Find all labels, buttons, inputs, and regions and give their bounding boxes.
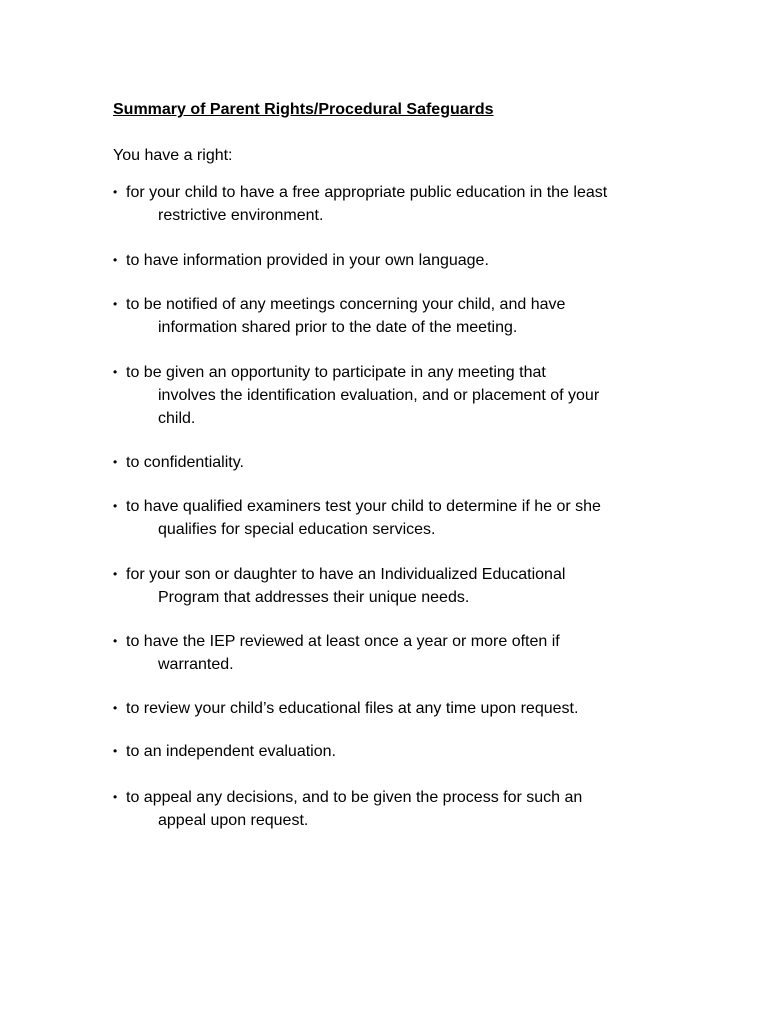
list-item-text: to have qualified examiners test your child to determine if he or she (126, 498, 601, 515)
rights-list-item (113, 181, 607, 227)
bullet-icon: • (113, 185, 118, 199)
list-item-text: restrictive environment. (158, 207, 324, 224)
bullet-icon: • (113, 790, 118, 804)
list-item-text: qualifies for special education services. (158, 521, 436, 538)
bullet-icon: • (113, 253, 118, 267)
list-item-text: information shared prior to the date of the meeting. (158, 319, 518, 336)
list-item-text: to have the IEP reviewed at least once a year or more often if (126, 633, 560, 650)
intro-text: You have a right: (113, 147, 233, 164)
list-item-text: for your son or daughter to have an Individualized Educational (126, 566, 566, 583)
list-item-text: to confidentiality. (126, 454, 244, 471)
list-item-text: to be given an opportunity to participate in any meeting that (126, 364, 546, 381)
bullet-icon: • (113, 701, 118, 715)
document-title: Summary of Parent Rights/Procedural Safeguards (113, 101, 494, 118)
rights-list-item (113, 740, 336, 763)
list-item-text: child. (158, 410, 196, 427)
rights-list-item (113, 293, 565, 339)
rights-list-item (113, 563, 565, 609)
list-item-text: for your child to have a free appropriate public education in the least (126, 184, 608, 201)
bullet-icon: • (113, 297, 118, 311)
rights-list-item (113, 495, 601, 541)
list-item-text: warranted. (158, 656, 234, 673)
list-item-text: to appeal any decisions, and to be given the process for such an (126, 789, 583, 806)
bullet-icon: • (113, 634, 118, 648)
rights-list-item (113, 249, 489, 272)
rights-list-item (113, 786, 582, 832)
list-item-text: to have information provided in your own language. (126, 252, 489, 269)
rights-list-item (113, 361, 599, 430)
list-item-text: appeal upon request. (158, 812, 309, 829)
list-item-text: to be notified of any meetings concerning your child, and have (126, 296, 566, 313)
list-item-text: to an independent evaluation. (126, 743, 336, 760)
bullet-icon: • (113, 499, 118, 513)
bullet-icon: • (113, 744, 118, 758)
bullet-icon: • (113, 365, 118, 379)
list-item-text: to review your child’s educational files at any time upon request. (126, 700, 579, 717)
rights-list-item (113, 630, 560, 676)
rights-list-item (113, 697, 578, 720)
bullet-icon: • (113, 455, 118, 469)
bullet-icon: • (113, 567, 118, 581)
list-item-text: Program that addresses their unique needs. (158, 589, 470, 606)
list-item-text: involves the identification evaluation, and or placement of your (158, 387, 600, 404)
rights-list-item (113, 451, 244, 474)
